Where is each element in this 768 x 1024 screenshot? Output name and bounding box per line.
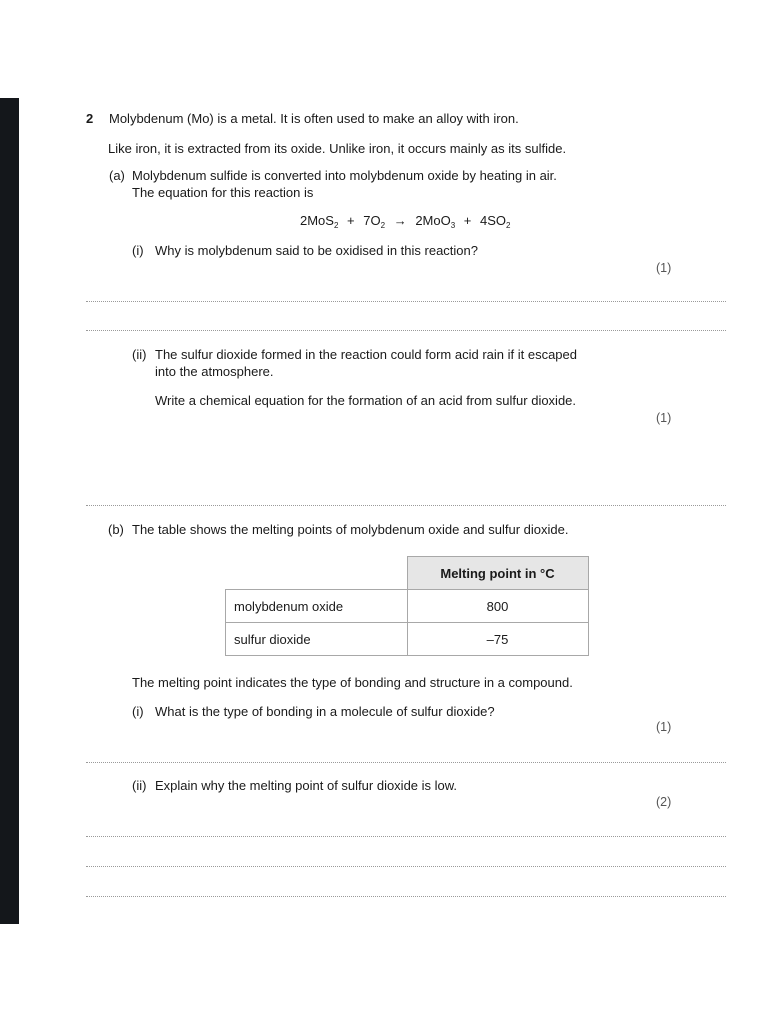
part-b-i-marks: (1) [656,720,672,734]
table-corner-cell [226,557,408,590]
part-b-intro: The table shows the melting points of molybdenum oxide and sulfur dioxide. [132,522,569,537]
part-b-i-question: What is the type of bonding in a molecule of sulfur dioxide? [155,704,495,719]
eq-term-1: 2MoS [300,213,334,228]
eq-term-2-sub: 2 [380,221,386,230]
part-a-ii-text-2: into the atmosphere. [155,364,274,379]
eq-term-1-sub: 2 [333,221,339,230]
part-a-ii-text-1: The sulfur dioxide formed in the reaction could form acid rain if it escaped [155,347,577,362]
answer-line[interactable] [86,896,726,897]
table-row-name: sulfur dioxide [226,623,408,656]
table-row-name: molybdenum oxide [226,590,408,623]
table-column-header: Melting point in °C [407,557,588,590]
eq-term-3-sub: 3 [450,221,456,230]
eq-plus-2: + [463,213,472,228]
answer-line[interactable] [86,836,726,837]
part-b-i-label: (i) [132,704,144,719]
part-a-line-2: The equation for this reaction is [132,185,314,200]
reaction-equation [300,213,510,228]
question-number: 2 [86,111,94,126]
part-a-ii-marks: (1) [656,411,672,425]
eq-term-2: 7O [363,213,381,228]
part-a-line-1: Molybdenum sulfide is converted into molybdenum oxide by heating in air. [132,168,557,183]
part-b-note: The melting point indicates the type of bonding and structure in a compound. [132,675,573,690]
part-a-i-label: (i) [132,243,144,258]
eq-term-4: 4SO [480,213,507,228]
page-binding-edge [0,98,19,924]
part-a-ii-label: (ii) [132,347,147,362]
eq-term-4-sub: 2 [506,221,511,230]
table-row [226,623,589,656]
eq-plus-1: + [347,213,355,228]
table-header-row [226,557,589,590]
answer-line[interactable] [86,301,726,302]
part-a-i-question: Why is molybdenum said to be oxidised in this reaction? [155,243,478,258]
question-intro-line-1: Molybdenum (Mo) is a metal. It is often used to make an alloy with iron. [109,111,519,126]
answer-line[interactable] [86,762,726,763]
table-row-value: –75 [407,623,588,656]
part-b-ii-marks: (2) [656,795,672,809]
part-b-ii-label: (ii) [132,778,147,793]
table-row [226,590,589,623]
eq-arrow: → [393,213,407,228]
part-a-ii-question: Write a chemical equation for the formation of an acid from sulfur dioxide. [155,393,577,408]
eq-term-3: 2MoO [415,213,451,228]
question-intro-line-2: Like iron, it is extracted from its oxide. Unlike iron, it occurs mainly as its sulfide. [108,141,567,156]
melting-point-table [225,556,589,656]
answer-line[interactable] [86,330,726,331]
answer-line[interactable] [86,505,726,506]
part-b-ii-question: Explain why the melting point of sulfur dioxide is low. [155,778,458,793]
part-b-label: (b) [108,522,124,537]
part-a-label: (a) [109,168,125,183]
table-row-value: 800 [407,590,588,623]
part-a-i-marks: (1) [656,261,672,275]
answer-line[interactable] [86,866,726,867]
